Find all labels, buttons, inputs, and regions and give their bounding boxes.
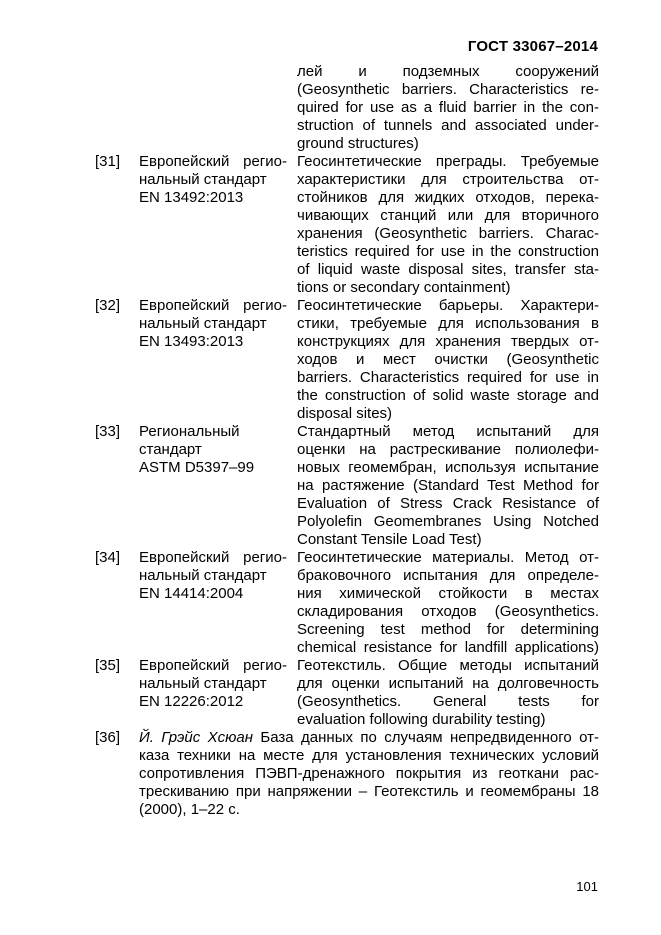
standard-title-line: хранения (Geosynthetic barriers. Charac- bbox=[297, 225, 599, 242]
standard-type-line: Европейский регио- bbox=[139, 297, 287, 314]
standard-title-line: tions or secondary containment) bbox=[297, 279, 511, 296]
standard-title-line: складирования отходов (Geosynthetics. bbox=[297, 603, 599, 620]
standard-type-line: ASTM D5397–99 bbox=[139, 459, 255, 476]
standard-type-line: EN 13493:2013 bbox=[139, 333, 244, 350]
standard-type-line: EN 12226:2012 bbox=[139, 693, 244, 710]
reference-number: [35] bbox=[95, 657, 121, 674]
standard-title-line: Constant Tensile Load Test) bbox=[297, 531, 482, 548]
standard-type-line: EN 14414:2004 bbox=[139, 585, 244, 602]
standard-title-line: Геотекстиль. Общие методы испытаний bbox=[297, 657, 599, 674]
reference-line: каза техники на месте для установления технических условий bbox=[139, 747, 599, 764]
continuation-line: лей и подземных сооружений bbox=[297, 63, 599, 80]
standard-type-line: нальный стандарт bbox=[139, 171, 267, 188]
standard-title-line: браковочного испытания для определе- bbox=[297, 567, 599, 584]
standard-title-line: на растяжение (Standard Test Method for bbox=[297, 477, 599, 494]
standard-type-line: нальный стандарт bbox=[139, 567, 267, 584]
standard-type-line: Европейский регио- bbox=[139, 153, 287, 170]
page-number: 101 bbox=[576, 879, 598, 894]
continuation-line: quired for use as a fluid barrier in the con- bbox=[297, 99, 599, 116]
standard-title-line: стойников для жидких отходов, перека- bbox=[297, 189, 599, 206]
reference-number: [34] bbox=[95, 549, 121, 566]
standard-title-line: ходов и мест очистки (Geosynthetic bbox=[297, 351, 599, 368]
standard-title-line: характеристики для строительства от- bbox=[297, 171, 599, 188]
standard-title-line: evaluation following durability testing) bbox=[297, 711, 546, 728]
reference-line: сопротивления ПЭВП-дренажного покрытия из геоткани рас- bbox=[139, 765, 599, 782]
standard-type-line: Европейский регио- bbox=[139, 549, 287, 566]
continuation-line: ground structures) bbox=[297, 135, 419, 152]
standard-title-line: ния химической стойкости в местах bbox=[297, 585, 599, 602]
standard-type-line: нальный стандарт bbox=[139, 675, 267, 692]
standard-title-line: (Geosynthetics. General tests for bbox=[297, 693, 599, 710]
standard-type-line: EN 13492:2013 bbox=[139, 189, 244, 206]
reference-number: [36] bbox=[95, 729, 121, 746]
standard-title-line: чивающих станций или для вторичного bbox=[297, 207, 599, 224]
standard-title-line: Screening test method for determining bbox=[297, 621, 599, 638]
reference-number: [33] bbox=[95, 423, 121, 440]
page-header: ГОСТ 33067–2014 bbox=[467, 38, 598, 55]
reference-number: [31] bbox=[95, 153, 121, 170]
reference-number: [32] bbox=[95, 297, 121, 314]
reference-first-line bbox=[139, 729, 599, 747]
standard-title-line: Evaluation of Stress Crack Resistance of bbox=[297, 495, 599, 512]
standard-title-line: Стандартный метод испытаний для bbox=[297, 423, 599, 440]
standard-title-line: of liquid waste disposal sites, transfer sta- bbox=[297, 261, 599, 278]
standard-title-line: teristics required for use in the construction bbox=[297, 243, 599, 260]
standard-title-line: Геосинтетические преграды. Требуемые bbox=[297, 153, 599, 170]
standard-type-line: Европейский регио- bbox=[139, 657, 287, 674]
standard-title-line: Геосинтетические материалы. Метод от- bbox=[297, 549, 599, 566]
standard-type-line: стандарт bbox=[139, 441, 202, 458]
reference-line: (2000), 1–22 с. bbox=[139, 801, 240, 818]
standard-title-line: barriers. Characteristics required for use in bbox=[297, 369, 599, 386]
standard-title-line: disposal sites) bbox=[297, 405, 393, 422]
standard-title-line: конструкциях для хранения твердых от- bbox=[297, 333, 599, 350]
continuation-line: (Geosynthetic barriers. Characteristics re- bbox=[297, 81, 599, 98]
reference-line: трескиванию при напряжении – Геотекстиль и геомембраны 18 bbox=[139, 783, 599, 800]
standard-title-line: стики, требуемые для использования в bbox=[297, 315, 599, 332]
standard-title-line: оценки на растрескивание полиолефи- bbox=[297, 441, 599, 458]
standard-title-line: Polyolefin Geomembranes Using Notched bbox=[297, 513, 599, 530]
reference-author: Й. Грэйс Хсюан bbox=[139, 729, 253, 746]
standard-title-line: новых геомембран, используя испытание bbox=[297, 459, 599, 476]
standard-type-line: Региональный bbox=[139, 423, 240, 440]
standard-title-line: для оценки испытаний на долговечность bbox=[297, 675, 599, 692]
standard-type-line: нальный стандарт bbox=[139, 315, 267, 332]
reference-title-start: База данных по случаям непредвиденного от- bbox=[260, 729, 599, 746]
standard-title-line: the construction of solid waste storage and bbox=[297, 387, 599, 404]
standard-title-line: Геосинтетические барьеры. Характери- bbox=[297, 297, 599, 314]
standard-title-line: chemical resistance for landfill applications) bbox=[297, 639, 599, 656]
continuation-line: struction of tunnels and associated under- bbox=[297, 117, 599, 134]
